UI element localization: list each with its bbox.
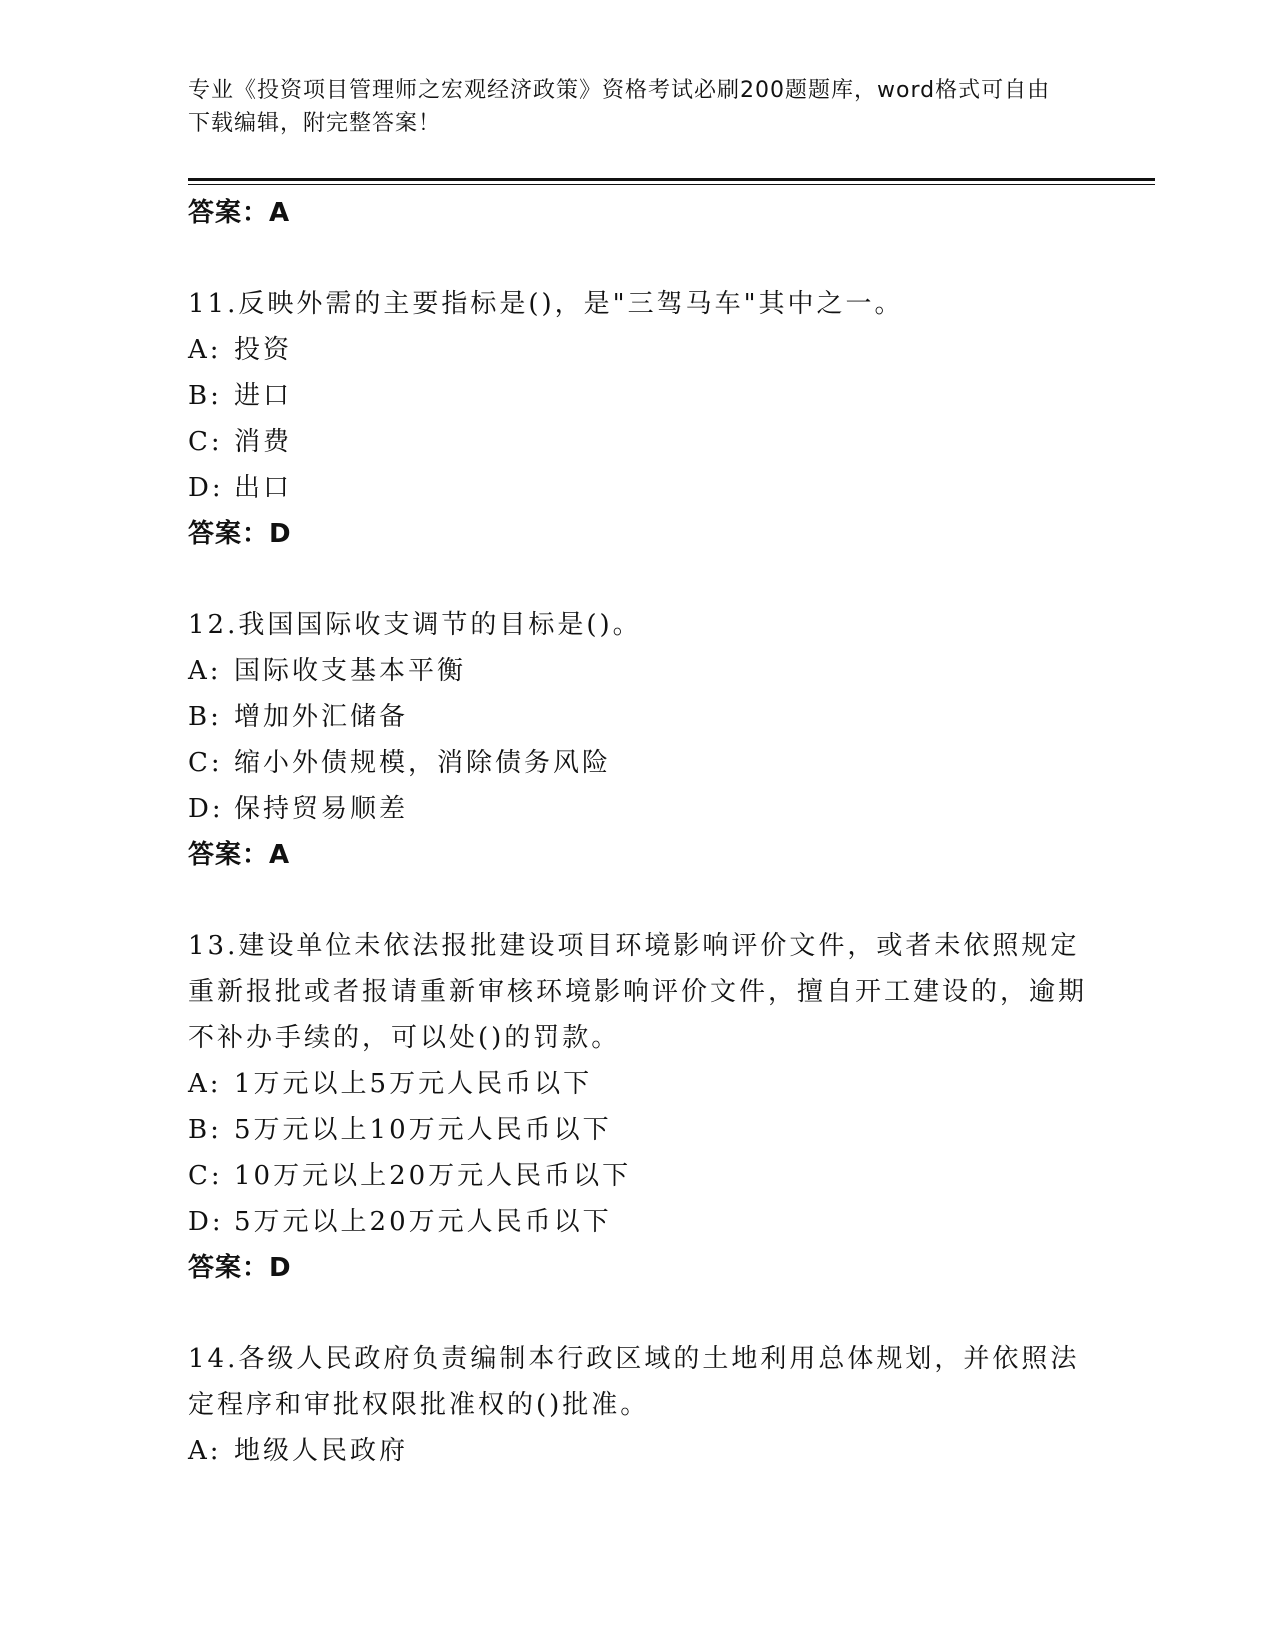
header-rule-thick bbox=[188, 178, 1155, 181]
question-13 bbox=[188, 923, 1088, 1291]
option-text: 投资 bbox=[234, 335, 293, 365]
option-text: 地级人民政府 bbox=[234, 1436, 409, 1466]
option-text: 保持贸易顺差 bbox=[234, 794, 409, 824]
option-key: C: bbox=[188, 427, 223, 457]
option-c bbox=[188, 740, 1088, 786]
option-key: B: bbox=[188, 381, 222, 411]
option-text: 5万元以上20万元人民币以下 bbox=[234, 1207, 612, 1237]
option-key: D: bbox=[188, 794, 224, 824]
option-b bbox=[188, 373, 1088, 419]
header-rule-thin bbox=[188, 184, 1155, 185]
option-text: 国际收支基本平衡 bbox=[234, 656, 467, 686]
question-text: 13.建设单位未依法报批建设项目环境影响评价文件，或者未依照规定重新报批或者报请重新审核环境影响评价文件，擅自开工建设的，逾期不补办手续的，可以处()的罚款。 bbox=[188, 931, 1088, 1053]
option-c bbox=[188, 419, 1088, 465]
question-list bbox=[188, 190, 1088, 1474]
answer-line: 答案：D bbox=[188, 1253, 292, 1283]
option-text: 10万元以上20万元人民币以下 bbox=[234, 1161, 632, 1191]
question-text: 14.各级人民政府负责编制本行政区域的土地利用总体规划，并依照法定程序和审批权限批准权的()批准。 bbox=[188, 1344, 1080, 1420]
option-text: 进口 bbox=[234, 381, 293, 411]
option-d bbox=[188, 786, 1088, 832]
option-key: B: bbox=[188, 1115, 222, 1145]
option-key: D: bbox=[188, 1207, 224, 1237]
option-a bbox=[188, 1428, 1088, 1474]
question-12 bbox=[188, 602, 1088, 878]
option-key: A: bbox=[188, 1069, 222, 1099]
answer-line: 答案：A bbox=[188, 840, 291, 870]
option-text: 出口 bbox=[234, 473, 293, 503]
option-key: C: bbox=[188, 1161, 223, 1191]
answer-line: 答案：D bbox=[188, 519, 292, 549]
option-key: D: bbox=[188, 473, 224, 503]
question-11 bbox=[188, 281, 1088, 557]
option-key: A: bbox=[188, 1436, 222, 1466]
option-text: 缩小外债规模，消除债务风险 bbox=[234, 748, 612, 778]
option-key: C: bbox=[188, 748, 223, 778]
option-a bbox=[188, 648, 1088, 694]
question-text: 12.我国国际收支调节的目标是()。 bbox=[188, 610, 642, 640]
question-14 bbox=[188, 1336, 1088, 1474]
option-text: 消费 bbox=[234, 427, 293, 457]
option-key: A: bbox=[188, 335, 222, 365]
option-a bbox=[188, 327, 1088, 373]
option-key: B: bbox=[188, 702, 222, 732]
option-b bbox=[188, 694, 1088, 740]
option-text: 1万元以上5万元人民币以下 bbox=[234, 1069, 593, 1099]
option-b bbox=[188, 1107, 1088, 1153]
option-text: 5万元以上10万元人民币以下 bbox=[234, 1115, 612, 1145]
question-text: 11.反映外需的主要指标是()，是"三驾马车"其中之一。 bbox=[188, 289, 904, 319]
option-c bbox=[188, 1153, 1088, 1199]
option-d bbox=[188, 1199, 1088, 1245]
document-header: 专业《投资项目管理师之宏观经济政策》资格考试必刷200题题库，word格式可自由下载编辑，附完整答案！ bbox=[188, 78, 1051, 136]
option-key: A: bbox=[188, 656, 222, 686]
previous-answer: 答案：A bbox=[188, 198, 291, 228]
option-d bbox=[188, 465, 1088, 511]
option-text: 增加外汇储备 bbox=[234, 702, 409, 732]
option-a bbox=[188, 1061, 1088, 1107]
